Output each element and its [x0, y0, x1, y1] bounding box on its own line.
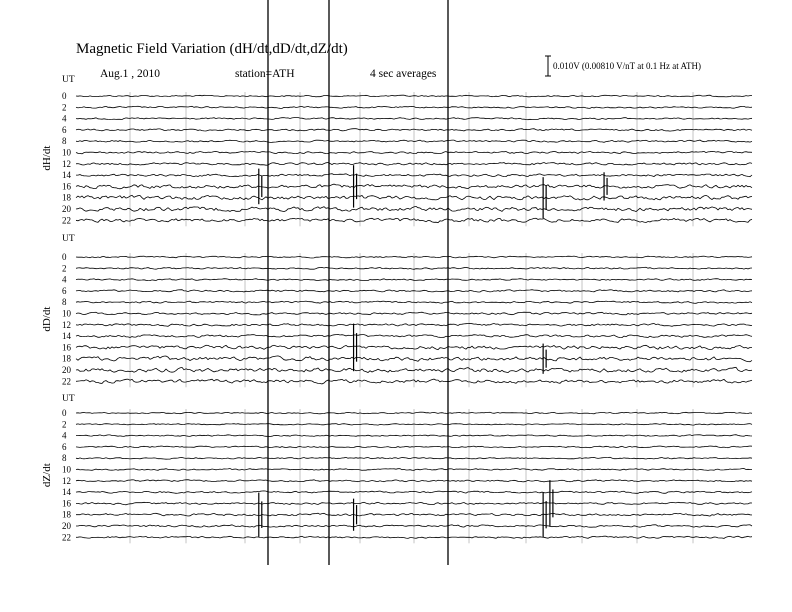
chart-title: Magnetic Field Variation (dH/dt,dD/dt,dZ/dt): [76, 41, 348, 57]
panel-label: dH/dt: [41, 145, 53, 171]
hour-tick-label: 0: [62, 91, 67, 101]
panel-label: dD/dt: [41, 306, 53, 332]
panel-dZ-dt: [41, 394, 752, 543]
panels-layer: [41, 0, 752, 565]
hour-tick-label: 18: [62, 192, 71, 203]
hour-tick-label: 0: [62, 408, 67, 418]
hour-tick-label: 20: [62, 365, 71, 375]
hour-tick-label: 22: [62, 215, 71, 226]
averaging-label: 4 sec averages: [370, 68, 437, 80]
date-label: Aug.1 , 2010: [100, 68, 161, 80]
hour-tick-label: 16: [62, 181, 71, 192]
hour-tick-label: 8: [62, 453, 67, 464]
hour-tick-label: 10: [62, 464, 71, 475]
hour-tick-label: 20: [62, 521, 71, 531]
hour-tick-label: 4: [62, 113, 67, 124]
time-axis-label: UT: [62, 394, 75, 404]
hour-tick-label: 14: [62, 331, 71, 342]
hour-tick-label: 12: [62, 475, 71, 486]
hour-tick-label: 18: [62, 353, 71, 364]
hour-tick-label: 2: [62, 419, 67, 430]
scale-note: 0.010V (0.00810 V/nT at 0.1 Hz at ATH): [553, 61, 701, 71]
hour-tick-label: 16: [62, 498, 71, 509]
hour-tick-label: 10: [62, 147, 71, 158]
hour-tick-label: 10: [62, 308, 71, 319]
hour-tick-label: 12: [62, 319, 71, 330]
hour-tick-label: 8: [62, 136, 67, 147]
panel-label: dZ/dt: [41, 463, 53, 488]
scale-bar: [545, 56, 551, 76]
hour-tick-label: 6: [62, 285, 67, 296]
hour-tick-label: 6: [62, 441, 67, 452]
hour-tick-label: 4: [62, 274, 67, 285]
panel-dD-dt: [41, 234, 752, 387]
hour-tick-label: 12: [62, 158, 71, 169]
station-label: station=ATH: [235, 68, 295, 80]
hour-tick-label: 2: [62, 263, 67, 274]
hour-tick-label: 6: [62, 124, 67, 135]
hour-tick-label: 14: [62, 170, 71, 181]
time-axis-label: UT: [62, 234, 75, 244]
time-axis-label: UT: [62, 75, 75, 85]
panel-dH-dt: [41, 75, 752, 226]
hour-tick-label: 16: [62, 342, 71, 353]
hour-tick-label: 2: [62, 102, 67, 113]
hour-tick-label: 22: [62, 376, 71, 387]
hour-tick-label: 18: [62, 509, 71, 520]
hour-tick-label: 4: [62, 430, 67, 441]
hour-tick-label: 14: [62, 487, 71, 498]
hour-tick-label: 20: [62, 204, 71, 214]
hour-tick-label: 22: [62, 532, 71, 543]
hour-tick-label: 8: [62, 297, 67, 308]
hour-tick-label: 0: [62, 252, 67, 262]
